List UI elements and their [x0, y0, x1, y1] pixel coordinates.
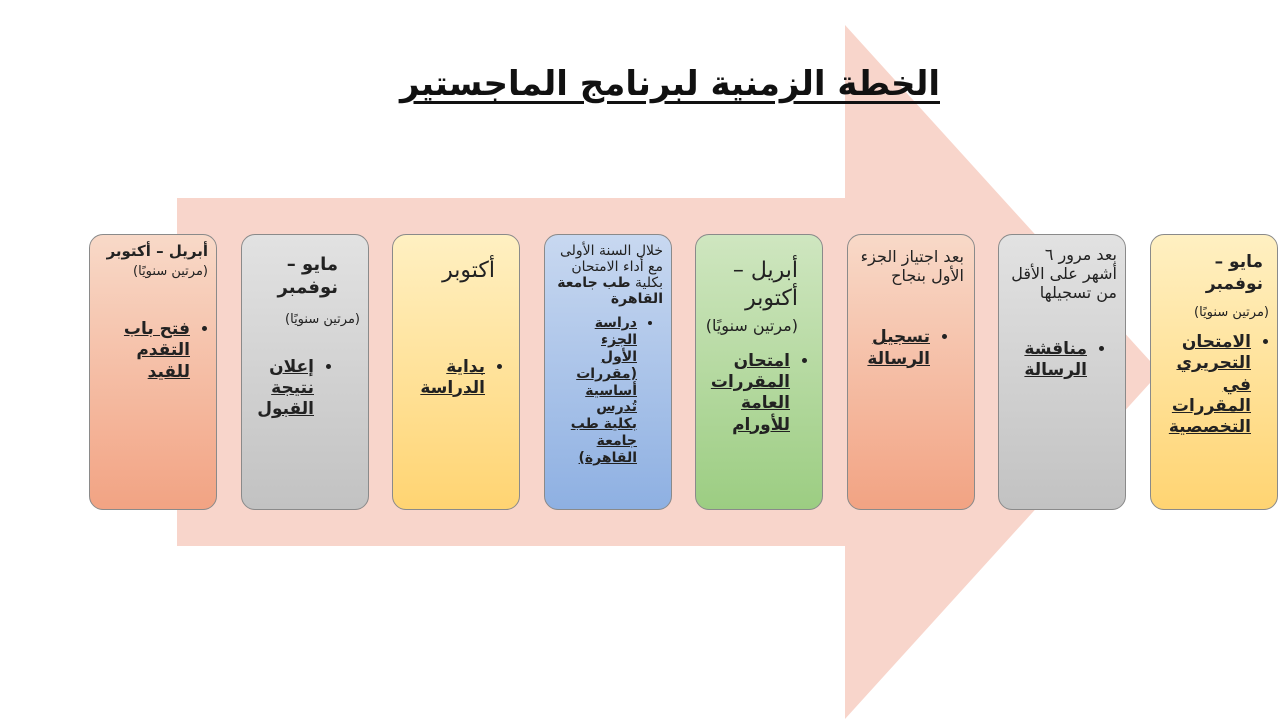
step-box-8 [1150, 234, 1278, 510]
step-item: • مناقشة الرسالة [1007, 339, 1087, 382]
step-items [1007, 339, 1117, 382]
page-title: الخطة الزمنية لبرنامج الماجستير [399, 64, 940, 104]
step-items [553, 315, 663, 466]
step-period: أبريل – أكتوبر [732, 258, 798, 311]
step-items [1159, 332, 1269, 438]
step-item: • بداية الدراسة [401, 357, 485, 400]
step-note: (مرتين سنويًا) [285, 311, 360, 327]
step-note: (مرتين سنويًا) [705, 316, 798, 335]
step-items [401, 357, 511, 400]
step-period: مايو – نوفمبر [277, 254, 338, 299]
step-period [553, 243, 663, 307]
step-item: • دراسة الجزء الأول (مقررات أساسية تُدرس بكلية طب جامعة القاهرة) [553, 315, 637, 466]
step-period-bold: طب جامعة القاهرة [557, 275, 663, 308]
step-period: أكتوبر [442, 258, 495, 283]
step-period-text: خلال السنة الأولى مع أداء الامتحان بكلية [559, 243, 663, 292]
step-period: بعد مرور ٦ أشهر على الأقل من تسجيلها [1011, 245, 1117, 303]
step-items [98, 319, 208, 383]
step-items [704, 351, 814, 436]
step-box-6 [847, 234, 975, 510]
step-items [856, 327, 966, 370]
step-note: (مرتين سنويًا) [133, 264, 208, 280]
step-item: • امتحان المقررات العامة للأورام [704, 351, 790, 436]
step-period: مايو – نوفمبر [1205, 252, 1263, 295]
step-items [250, 357, 360, 421]
step-item: • الامتحان التحريري في المقررات التخصصية [1159, 332, 1251, 438]
step-box-5 [695, 234, 823, 510]
step-item: • فتح باب التقدم للقيد [98, 319, 190, 383]
step-period: بعد اجتياز الجزء الأول بنجاح [860, 247, 964, 286]
step-period: أبريل – أكتوبر [106, 242, 208, 260]
step-box-1 [89, 234, 217, 510]
step-item: • تسجيل الرسالة [856, 327, 930, 370]
step-box-7 [998, 234, 1126, 510]
step-box-4 [544, 234, 672, 510]
step-item: • إعلان نتيجة القبول [250, 357, 314, 421]
step-box-3 [392, 234, 520, 510]
step-note: (مرتين سنويًا) [1194, 305, 1269, 321]
step-box-2 [241, 234, 369, 510]
